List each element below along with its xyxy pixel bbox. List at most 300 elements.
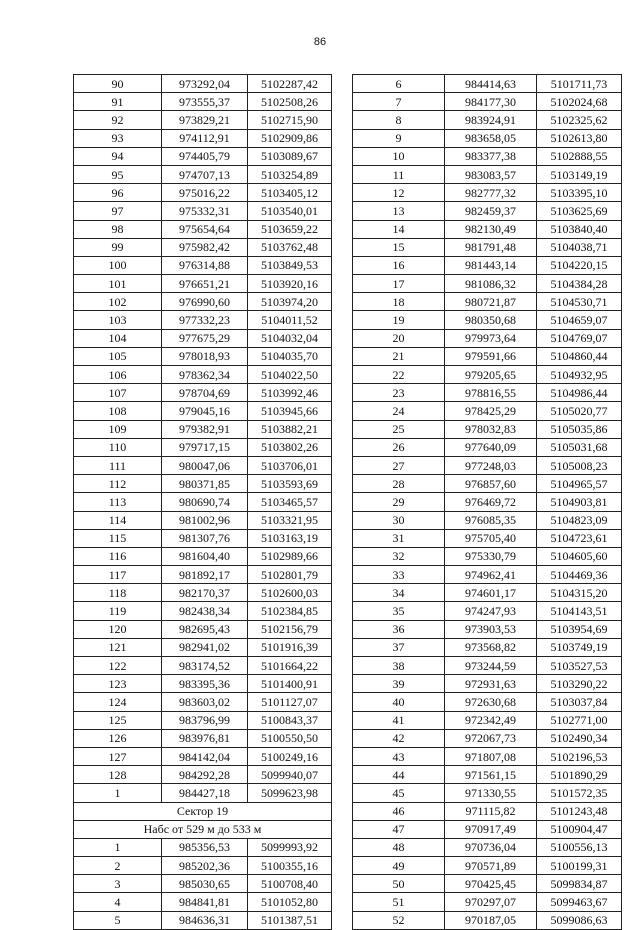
point-number-cell: 111 — [74, 456, 162, 474]
point-number-cell: 43 — [353, 747, 445, 765]
y-coordinate-cell: 5103405,12 — [248, 184, 332, 202]
y-coordinate-cell: 5103882,21 — [248, 420, 332, 438]
point-number-cell: 95 — [74, 165, 162, 183]
x-coordinate-cell: 976857,60 — [445, 475, 537, 493]
table-row — [74, 693, 332, 711]
x-coordinate-cell: 982130,49 — [445, 220, 537, 238]
x-coordinate-cell: 972931,63 — [445, 675, 537, 693]
y-coordinate-cell: 5102613,80 — [537, 129, 622, 147]
x-coordinate-cell: 981892,17 — [162, 566, 248, 584]
y-coordinate-cell: 5103290,22 — [537, 675, 622, 693]
table-row — [74, 529, 332, 547]
x-coordinate-cell: 970571,89 — [445, 857, 537, 875]
x-coordinate-cell: 980350,68 — [445, 311, 537, 329]
x-coordinate-cell: 970187,05 — [445, 911, 537, 929]
point-number-cell: 48 — [353, 838, 445, 856]
x-coordinate-cell: 975705,40 — [445, 529, 537, 547]
point-number-cell: 103 — [74, 311, 162, 329]
y-coordinate-cell: 5101387,51 — [248, 911, 332, 929]
point-number-cell: 10 — [353, 147, 445, 165]
table-row — [74, 747, 332, 765]
point-number-cell: 15 — [353, 238, 445, 256]
y-coordinate-cell: 5099940,07 — [248, 766, 332, 784]
y-coordinate-cell: 5103163,19 — [248, 529, 332, 547]
table-row — [74, 329, 332, 347]
point-number-cell: 50 — [353, 875, 445, 893]
table-row — [74, 875, 332, 893]
table-row — [353, 456, 622, 474]
y-coordinate-cell: 5103540,01 — [248, 202, 332, 220]
point-number-cell: 126 — [74, 729, 162, 747]
y-coordinate-cell: 5104986,44 — [537, 384, 622, 402]
table-row — [353, 438, 622, 456]
x-coordinate-cell: 983924,91 — [445, 111, 537, 129]
y-coordinate-cell: 5100199,31 — [537, 857, 622, 875]
table-row — [74, 547, 332, 565]
y-coordinate-cell: 5102989,66 — [248, 547, 332, 565]
y-coordinate-cell: 5101664,22 — [248, 657, 332, 675]
table-row — [74, 584, 332, 602]
point-number-cell: 47 — [353, 820, 445, 838]
x-coordinate-cell: 985030,65 — [162, 875, 248, 893]
y-coordinate-cell: 5099623,98 — [248, 784, 332, 802]
point-number-cell: 19 — [353, 311, 445, 329]
x-coordinate-cell: 982777,32 — [445, 184, 537, 202]
y-coordinate-cell: 5100249,16 — [248, 747, 332, 765]
y-coordinate-cell: 5105031,68 — [537, 438, 622, 456]
point-number-cell: 121 — [74, 638, 162, 656]
y-coordinate-cell: 5103593,69 — [248, 475, 332, 493]
x-coordinate-cell: 983603,02 — [162, 693, 248, 711]
table-row — [353, 165, 622, 183]
point-number-cell: 125 — [74, 711, 162, 729]
x-coordinate-cell: 974405,79 — [162, 147, 248, 165]
y-coordinate-cell: 5100355,16 — [248, 857, 332, 875]
y-coordinate-cell: 5102888,55 — [537, 147, 622, 165]
point-number-cell: 115 — [74, 529, 162, 547]
point-number-cell: 31 — [353, 529, 445, 547]
table-row — [353, 547, 622, 565]
y-coordinate-cell: 5101243,48 — [537, 802, 622, 820]
x-coordinate-cell: 975330,79 — [445, 547, 537, 565]
point-number-cell: 21 — [353, 347, 445, 365]
point-number-cell: 17 — [353, 275, 445, 293]
x-coordinate-cell: 973244,59 — [445, 657, 537, 675]
table-row — [353, 529, 622, 547]
table-row — [353, 329, 622, 347]
point-number-cell: 41 — [353, 711, 445, 729]
left-coordinates-table — [73, 74, 332, 930]
x-coordinate-cell: 971115,82 — [445, 802, 537, 820]
y-coordinate-cell: 5103149,19 — [537, 165, 622, 183]
y-coordinate-cell: 5104032,04 — [248, 329, 332, 347]
y-coordinate-cell: 5101572,35 — [537, 784, 622, 802]
y-coordinate-cell: 5099993,92 — [248, 838, 332, 856]
y-coordinate-cell: 5102508,26 — [248, 93, 332, 111]
y-coordinate-cell: 5102600,03 — [248, 584, 332, 602]
point-number-cell: 5 — [74, 911, 162, 929]
table-row — [353, 402, 622, 420]
y-coordinate-cell: 5102156,79 — [248, 620, 332, 638]
table-row — [353, 675, 622, 693]
point-number-cell: 102 — [74, 293, 162, 311]
x-coordinate-cell: 981604,40 — [162, 547, 248, 565]
x-coordinate-cell: 974247,93 — [445, 602, 537, 620]
y-coordinate-cell: 5103465,57 — [248, 493, 332, 511]
y-coordinate-cell: 5103395,10 — [537, 184, 622, 202]
point-number-cell: 33 — [353, 566, 445, 584]
x-coordinate-cell: 976990,60 — [162, 293, 248, 311]
table-row — [74, 293, 332, 311]
y-coordinate-cell: 5100556,13 — [537, 838, 622, 856]
y-coordinate-cell: 5102325,62 — [537, 111, 622, 129]
x-coordinate-cell: 984841,81 — [162, 893, 248, 911]
x-coordinate-cell: 978816,55 — [445, 384, 537, 402]
point-number-cell: 110 — [74, 438, 162, 456]
point-number-cell: 123 — [74, 675, 162, 693]
table-row — [74, 275, 332, 293]
table-row — [353, 384, 622, 402]
table-row — [74, 220, 332, 238]
y-coordinate-cell: 5104220,15 — [537, 256, 622, 274]
table-row — [74, 75, 332, 93]
y-coordinate-cell: 5104315,20 — [537, 584, 622, 602]
y-coordinate-cell: 5103749,19 — [537, 638, 622, 656]
x-coordinate-cell: 981086,32 — [445, 275, 537, 293]
y-coordinate-cell: 5102715,90 — [248, 111, 332, 129]
point-number-cell: 120 — [74, 620, 162, 638]
point-number-cell: 36 — [353, 620, 445, 638]
x-coordinate-cell: 979973,64 — [445, 329, 537, 347]
x-coordinate-cell: 978362,34 — [162, 366, 248, 384]
table-row — [74, 256, 332, 274]
table-row — [353, 256, 622, 274]
point-number-cell: 98 — [74, 220, 162, 238]
point-number-cell: 27 — [353, 456, 445, 474]
x-coordinate-cell: 975654,64 — [162, 220, 248, 238]
y-coordinate-cell: 5103037,84 — [537, 693, 622, 711]
point-number-cell: 93 — [74, 129, 162, 147]
x-coordinate-cell: 983174,52 — [162, 657, 248, 675]
y-coordinate-cell: 5104860,44 — [537, 347, 622, 365]
x-coordinate-cell: 982170,37 — [162, 584, 248, 602]
y-coordinate-cell: 5104659,07 — [537, 311, 622, 329]
y-coordinate-cell: 5104903,81 — [537, 493, 622, 511]
point-number-cell: 29 — [353, 493, 445, 511]
y-coordinate-cell: 5103920,16 — [248, 275, 332, 293]
x-coordinate-cell: 980371,85 — [162, 475, 248, 493]
table-row — [74, 475, 332, 493]
table-row — [74, 729, 332, 747]
table-row — [74, 911, 332, 929]
x-coordinate-cell: 973568,82 — [445, 638, 537, 656]
point-number-cell: 109 — [74, 420, 162, 438]
sector-title-row — [74, 802, 332, 820]
point-number-cell: 23 — [353, 384, 445, 402]
point-number-cell: 49 — [353, 857, 445, 875]
x-coordinate-cell: 972342,49 — [445, 711, 537, 729]
table-row — [353, 238, 622, 256]
x-coordinate-cell: 974707,13 — [162, 165, 248, 183]
x-coordinate-cell: 971561,15 — [445, 766, 537, 784]
point-number-cell: 13 — [353, 202, 445, 220]
x-coordinate-cell: 970297,07 — [445, 893, 537, 911]
x-coordinate-cell: 982695,43 — [162, 620, 248, 638]
y-coordinate-cell: 5103849,53 — [248, 256, 332, 274]
table-row — [74, 420, 332, 438]
y-coordinate-cell: 5104723,61 — [537, 529, 622, 547]
table-row — [74, 202, 332, 220]
table-row — [74, 366, 332, 384]
y-coordinate-cell: 5104011,52 — [248, 311, 332, 329]
y-coordinate-cell: 5103254,89 — [248, 165, 332, 183]
y-coordinate-cell: 5103954,69 — [537, 620, 622, 638]
x-coordinate-cell: 983083,57 — [445, 165, 537, 183]
table-row — [74, 111, 332, 129]
y-coordinate-cell: 5102287,42 — [248, 75, 332, 93]
point-number-cell: 4 — [74, 893, 162, 911]
y-coordinate-cell: 5103840,40 — [537, 220, 622, 238]
y-coordinate-cell: 5102909,86 — [248, 129, 332, 147]
table-row — [353, 511, 622, 529]
table-row — [74, 165, 332, 183]
point-number-cell: 12 — [353, 184, 445, 202]
x-coordinate-cell: 974601,17 — [445, 584, 537, 602]
point-number-cell: 37 — [353, 638, 445, 656]
point-number-cell: 106 — [74, 366, 162, 384]
point-number-cell: 42 — [353, 729, 445, 747]
y-coordinate-cell: 5103625,69 — [537, 202, 622, 220]
x-coordinate-cell: 985356,53 — [162, 838, 248, 856]
y-coordinate-cell: 5104530,71 — [537, 293, 622, 311]
point-number-cell: 18 — [353, 293, 445, 311]
x-coordinate-cell: 974112,91 — [162, 129, 248, 147]
point-number-cell: 51 — [353, 893, 445, 911]
y-coordinate-cell: 5099463,67 — [537, 893, 622, 911]
table-row — [353, 184, 622, 202]
table-row — [353, 729, 622, 747]
y-coordinate-cell: 5104384,28 — [537, 275, 622, 293]
x-coordinate-cell: 975982,42 — [162, 238, 248, 256]
point-number-cell: 116 — [74, 547, 162, 565]
table-row — [74, 638, 332, 656]
table-row — [74, 184, 332, 202]
x-coordinate-cell: 979591,66 — [445, 347, 537, 365]
table-row — [353, 366, 622, 384]
y-coordinate-cell: 5102771,00 — [537, 711, 622, 729]
x-coordinate-cell: 973903,53 — [445, 620, 537, 638]
y-coordinate-cell: 5104769,07 — [537, 329, 622, 347]
table-row — [353, 202, 622, 220]
x-coordinate-cell: 977248,03 — [445, 456, 537, 474]
point-number-cell: 6 — [353, 75, 445, 93]
table-row — [74, 456, 332, 474]
table-row — [353, 493, 622, 511]
y-coordinate-cell: 5104143,51 — [537, 602, 622, 620]
table-row — [74, 511, 332, 529]
table-row — [353, 838, 622, 856]
y-coordinate-cell: 5105035,86 — [537, 420, 622, 438]
table-row — [353, 147, 622, 165]
y-coordinate-cell: 5099086,63 — [537, 911, 622, 929]
x-coordinate-cell: 976314,88 — [162, 256, 248, 274]
y-coordinate-cell: 5103527,53 — [537, 657, 622, 675]
point-number-cell: 107 — [74, 384, 162, 402]
x-coordinate-cell: 973292,04 — [162, 75, 248, 93]
x-coordinate-cell: 979045,16 — [162, 402, 248, 420]
x-coordinate-cell: 982459,37 — [445, 202, 537, 220]
point-number-cell: 90 — [74, 75, 162, 93]
sector-title: Сектор 19 — [74, 802, 332, 820]
table-row — [74, 893, 332, 911]
table-row — [353, 93, 622, 111]
point-number-cell: 24 — [353, 402, 445, 420]
x-coordinate-cell: 977675,29 — [162, 329, 248, 347]
table-row — [74, 493, 332, 511]
point-number-cell: 91 — [74, 93, 162, 111]
table-row — [353, 802, 622, 820]
x-coordinate-cell: 972067,73 — [445, 729, 537, 747]
point-number-cell: 127 — [74, 747, 162, 765]
x-coordinate-cell: 983796,99 — [162, 711, 248, 729]
table-row — [353, 566, 622, 584]
y-coordinate-cell: 5102024,68 — [537, 93, 622, 111]
table-row — [74, 129, 332, 147]
table-row — [353, 911, 622, 929]
table-row — [353, 620, 622, 638]
x-coordinate-cell: 980721,87 — [445, 293, 537, 311]
x-coordinate-cell: 970425,45 — [445, 875, 537, 893]
point-number-cell: 22 — [353, 366, 445, 384]
right-coordinates-table — [352, 74, 622, 930]
y-coordinate-cell: 5102384,85 — [248, 602, 332, 620]
point-number-cell: 26 — [353, 438, 445, 456]
table-row — [74, 311, 332, 329]
table-row — [74, 93, 332, 111]
point-number-cell: 128 — [74, 766, 162, 784]
table-row — [74, 784, 332, 802]
x-coordinate-cell: 981791,48 — [445, 238, 537, 256]
x-coordinate-cell: 984427,18 — [162, 784, 248, 802]
x-coordinate-cell: 974962,41 — [445, 566, 537, 584]
y-coordinate-cell: 5104022,50 — [248, 366, 332, 384]
point-number-cell: 39 — [353, 675, 445, 693]
y-coordinate-cell: 5099834,87 — [537, 875, 622, 893]
point-number-cell: 2 — [74, 857, 162, 875]
y-coordinate-cell: 5101711,73 — [537, 75, 622, 93]
table-row — [74, 766, 332, 784]
y-coordinate-cell: 5102196,53 — [537, 747, 622, 765]
table-row — [353, 111, 622, 129]
table-row — [74, 566, 332, 584]
point-number-cell: 97 — [74, 202, 162, 220]
y-coordinate-cell: 5104932,95 — [537, 366, 622, 384]
table-row — [353, 584, 622, 602]
x-coordinate-cell: 984414,63 — [445, 75, 537, 93]
point-number-cell: 8 — [353, 111, 445, 129]
x-coordinate-cell: 982941,02 — [162, 638, 248, 656]
page-number: 86 — [313, 36, 327, 48]
x-coordinate-cell: 983976,81 — [162, 729, 248, 747]
point-number-cell: 92 — [74, 111, 162, 129]
x-coordinate-cell: 983395,36 — [162, 675, 248, 693]
point-number-cell: 105 — [74, 347, 162, 365]
point-number-cell: 108 — [74, 402, 162, 420]
point-number-cell: 32 — [353, 547, 445, 565]
x-coordinate-cell: 977332,23 — [162, 311, 248, 329]
y-coordinate-cell: 5101916,39 — [248, 638, 332, 656]
point-number-cell: 3 — [74, 875, 162, 893]
point-number-cell: 117 — [74, 566, 162, 584]
point-number-cell: 35 — [353, 602, 445, 620]
point-number-cell: 1 — [74, 838, 162, 856]
x-coordinate-cell: 976651,21 — [162, 275, 248, 293]
point-number-cell: 44 — [353, 766, 445, 784]
table-row — [353, 766, 622, 784]
x-coordinate-cell: 979382,91 — [162, 420, 248, 438]
sector-subtitle-row — [74, 820, 332, 838]
x-coordinate-cell: 984142,04 — [162, 747, 248, 765]
x-coordinate-cell: 977640,09 — [445, 438, 537, 456]
y-coordinate-cell: 5101052,80 — [248, 893, 332, 911]
x-coordinate-cell: 971330,55 — [445, 784, 537, 802]
table-row — [74, 675, 332, 693]
y-coordinate-cell: 5105020,77 — [537, 402, 622, 420]
x-coordinate-cell: 970917,49 — [445, 820, 537, 838]
table-row — [74, 657, 332, 675]
y-coordinate-cell: 5103762,48 — [248, 238, 332, 256]
point-number-cell: 28 — [353, 475, 445, 493]
x-coordinate-cell: 984636,31 — [162, 911, 248, 929]
table-row — [74, 602, 332, 620]
x-coordinate-cell: 979205,65 — [445, 366, 537, 384]
x-coordinate-cell: 976469,72 — [445, 493, 537, 511]
table-row — [353, 638, 622, 656]
point-number-cell: 100 — [74, 256, 162, 274]
point-number-cell: 20 — [353, 329, 445, 347]
y-coordinate-cell: 5100708,40 — [248, 875, 332, 893]
point-number-cell: 46 — [353, 802, 445, 820]
point-number-cell: 96 — [74, 184, 162, 202]
table-row — [353, 693, 622, 711]
table-row — [353, 75, 622, 93]
point-number-cell: 119 — [74, 602, 162, 620]
point-number-cell: 114 — [74, 511, 162, 529]
table-row — [353, 475, 622, 493]
table-row — [74, 711, 332, 729]
point-number-cell: 11 — [353, 165, 445, 183]
table-row — [353, 293, 622, 311]
table-row — [74, 238, 332, 256]
x-coordinate-cell: 980690,74 — [162, 493, 248, 511]
table-row — [353, 784, 622, 802]
y-coordinate-cell: 5104965,57 — [537, 475, 622, 493]
x-coordinate-cell: 981443,14 — [445, 256, 537, 274]
x-coordinate-cell: 979717,15 — [162, 438, 248, 456]
point-number-cell: 34 — [353, 584, 445, 602]
point-number-cell: 101 — [74, 275, 162, 293]
table-row — [74, 857, 332, 875]
x-coordinate-cell: 971807,08 — [445, 747, 537, 765]
sector-subtitle: Набс от 529 м до 533 м — [74, 820, 332, 838]
x-coordinate-cell: 981002,96 — [162, 511, 248, 529]
point-number-cell: 7 — [353, 93, 445, 111]
point-number-cell: 40 — [353, 693, 445, 711]
x-coordinate-cell: 978018,93 — [162, 347, 248, 365]
point-number-cell: 113 — [74, 493, 162, 511]
y-coordinate-cell: 5103321,95 — [248, 511, 332, 529]
y-coordinate-cell: 5102801,79 — [248, 566, 332, 584]
